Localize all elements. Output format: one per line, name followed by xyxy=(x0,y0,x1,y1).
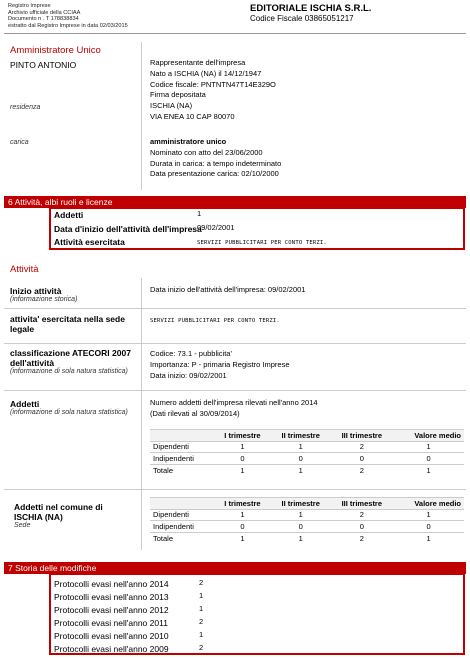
comune-sub: Sede xyxy=(14,522,31,529)
data-inizio-label: Data d'inizio dell'attività dell'impresa xyxy=(54,224,202,234)
protocol-count: 2 xyxy=(199,643,204,653)
header-divider xyxy=(4,33,466,34)
comune-table xyxy=(150,497,464,544)
protocol-year-label: Protocolli evasi nell'anno 2010 xyxy=(54,630,169,641)
carica-line: Durata in carica: a tempo indeterminato xyxy=(150,158,282,168)
cell: 1 xyxy=(393,532,464,544)
attivita-esercitata-label: Attività esercitata xyxy=(54,237,125,247)
inizio-label: Inizio attività xyxy=(10,286,62,296)
person-name: PINTO ANTONIO xyxy=(10,60,77,70)
header-line: Archivio ufficiale della CCIAA xyxy=(8,9,81,16)
protocol-year-label: Protocolli evasi nell'anno 2011 xyxy=(54,617,168,628)
protocol-year-label: Protocolli evasi nell'anno 2013 xyxy=(54,591,169,602)
protocol-year-label: Protocolli evasi nell'anno 2014 xyxy=(54,578,169,589)
cell: 1 xyxy=(393,464,464,476)
table-header-cell: III trimestre xyxy=(331,430,393,442)
section-title-attivita: Attività xyxy=(10,264,39,275)
addetti-table xyxy=(150,429,464,476)
addetti-block xyxy=(10,399,138,418)
cell: 0 xyxy=(331,453,393,465)
list-item xyxy=(54,577,234,590)
table-row xyxy=(150,521,464,533)
inizio-sub: (informazione storica) xyxy=(10,296,78,303)
list-item xyxy=(54,629,234,642)
cell: 1 xyxy=(214,441,271,453)
cell: 0 xyxy=(271,521,331,533)
ateco-values xyxy=(150,349,290,381)
list-item xyxy=(54,616,234,629)
cell: 1 xyxy=(271,441,331,453)
addetti-line: (Dati rilevati al 30/09/2014) xyxy=(150,408,240,418)
header-line: Documento n . T 178838834 xyxy=(8,16,79,23)
cell: 1 xyxy=(214,509,271,521)
protocol-count: 1 xyxy=(199,591,204,601)
section-title-amministratore: Amministratore Unico xyxy=(10,45,101,56)
cell: 1 xyxy=(271,464,331,476)
row-label: Dipendenti xyxy=(150,509,214,521)
table-row xyxy=(150,509,464,521)
table-header-cell: I trimestre xyxy=(214,498,271,510)
cell: 0 xyxy=(271,453,331,465)
carica-title: amministratore unico xyxy=(150,137,227,146)
detail-line: Codice fiscale: PNTNTN47T14E329O xyxy=(150,79,276,89)
company-header xyxy=(250,3,465,24)
cell: 1 xyxy=(214,532,271,544)
protocol-count: 1 xyxy=(199,604,204,614)
attivita-esercitata-value: SERVIZI PUBBLICITARI PER CONTO TERZI. xyxy=(197,240,327,246)
table-header-cell: Valore medio xyxy=(393,498,464,510)
esercitata-label: attivita' esercitata nella sede legale xyxy=(10,314,125,334)
person-details xyxy=(150,58,276,123)
inizio-value: Data inizio dell'attività dell'impresa: 09/02/2001 xyxy=(150,285,306,294)
cell: 1 xyxy=(393,509,464,521)
row-label: Dipendenti xyxy=(150,441,214,453)
row-divider xyxy=(4,308,466,309)
table-header-row xyxy=(150,498,464,510)
detail-line: ISCHIA (NA) xyxy=(150,101,193,111)
addetti-attivita-values xyxy=(150,398,318,420)
header-line: estratto dal Registro Imprese in data 02/03/2015 xyxy=(8,22,128,29)
protocol-count: 2 xyxy=(199,578,204,588)
cell: 0 xyxy=(331,521,393,533)
table-row xyxy=(150,453,464,465)
company-tax-code: Codice Fiscale 03865051217 xyxy=(250,14,354,23)
row-divider xyxy=(4,390,466,391)
cell: 1 xyxy=(271,532,331,544)
row-label: Totale xyxy=(150,532,214,544)
cell: 0 xyxy=(393,453,464,465)
addetti-attivita-label: Addetti xyxy=(10,399,40,409)
table-header-blank xyxy=(150,430,214,442)
section-band-6: 6 Attività, albi ruoli e licenze xyxy=(4,196,466,208)
carica-line: Data presentazione carica: 02/10/2000 xyxy=(150,169,279,179)
cell: 1 xyxy=(393,441,464,453)
table-row xyxy=(150,532,464,544)
carica-line: Nominato con atto del 23/06/2000 xyxy=(150,147,263,157)
ateco-line: Data inizio: 09/02/2001 xyxy=(150,370,227,380)
section-band-7: 7 Storia delle modifiche xyxy=(4,562,466,574)
row-divider xyxy=(4,343,466,344)
row-label: Totale xyxy=(150,464,214,476)
cell: 1 xyxy=(271,509,331,521)
addetti-value: 1 xyxy=(197,209,202,218)
addetti-label: Addetti xyxy=(54,210,84,220)
registry-header xyxy=(8,3,168,29)
detail-line: VIA ENEA 10 CAP 80070 xyxy=(150,111,235,121)
ateco-block xyxy=(10,348,138,377)
addetti-line: Numero addetti dell'impresa rilevati nell'anno 2014 xyxy=(150,398,318,407)
cell: 2 xyxy=(331,532,393,544)
cell: 2 xyxy=(331,441,393,453)
carica-label: carica xyxy=(10,139,29,146)
table-header-cell: III trimestre xyxy=(331,498,393,510)
table-header-cell: II trimestre xyxy=(271,430,331,442)
column-divider xyxy=(141,42,142,190)
table-header-cell: Valore medio xyxy=(393,430,464,442)
row-label: Indipendenti xyxy=(150,453,214,465)
table-header-cell: I trimestre xyxy=(214,430,271,442)
company-name: EDITORIALE ISCHIA S.R.L. xyxy=(250,3,372,14)
table-header-row xyxy=(150,430,464,442)
inizio-block xyxy=(10,286,135,305)
protocol-year-label: Protocolli evasi nell'anno 2009 xyxy=(54,643,169,654)
protocolli-list xyxy=(54,577,234,655)
ateco-line: Importanza: P - primaria Registro Imprese xyxy=(150,359,290,369)
detail-line: Nato a ISCHIA (NA) il 14/12/1947 xyxy=(150,68,262,78)
table-row xyxy=(150,441,464,453)
residenza-label: residenza xyxy=(10,104,41,111)
comune-block xyxy=(14,502,129,531)
cell: 2 xyxy=(331,464,393,476)
row-label: Indipendenti xyxy=(150,521,214,533)
detail-line: Firma depositata xyxy=(150,90,206,100)
table-header-blank xyxy=(150,498,214,510)
addetti-attivita-sub: (informazione di sola natura statistica) xyxy=(10,409,128,416)
ateco-sub: (informazione di sola natura statistica) xyxy=(10,368,128,375)
data-inizio-value: 09/02/2001 xyxy=(197,223,235,232)
list-item xyxy=(54,590,234,603)
ateco-line: Codice: 73.1 - pubblicita' xyxy=(150,349,232,358)
list-item xyxy=(54,603,234,616)
header-line: Registro Imprese xyxy=(8,3,51,9)
table-row xyxy=(150,464,464,476)
list-item xyxy=(54,642,234,655)
cell: 0 xyxy=(214,521,271,533)
detail-line: Rappresentante dell'impresa xyxy=(150,58,246,67)
protocol-count: 1 xyxy=(199,630,204,640)
row-divider xyxy=(4,489,466,490)
protocol-year-label: Protocolli evasi nell'anno 2012 xyxy=(54,604,169,615)
esercitata-value: SERVIZI PUBBLICITARI PER CONTO TERZI. xyxy=(150,318,280,324)
comune-label: Addetti nel comune di ISCHIA (NA) xyxy=(14,502,103,522)
cell: 2 xyxy=(331,509,393,521)
table-header-cell: II trimestre xyxy=(271,498,331,510)
cell: 0 xyxy=(214,453,271,465)
cell: 1 xyxy=(214,464,271,476)
protocol-count: 2 xyxy=(199,617,204,627)
cell: 0 xyxy=(393,521,464,533)
column-divider xyxy=(141,278,142,550)
ateco-label: classificazione ATECORI 2007 dell'attività xyxy=(10,348,131,368)
carica-details xyxy=(150,137,281,180)
